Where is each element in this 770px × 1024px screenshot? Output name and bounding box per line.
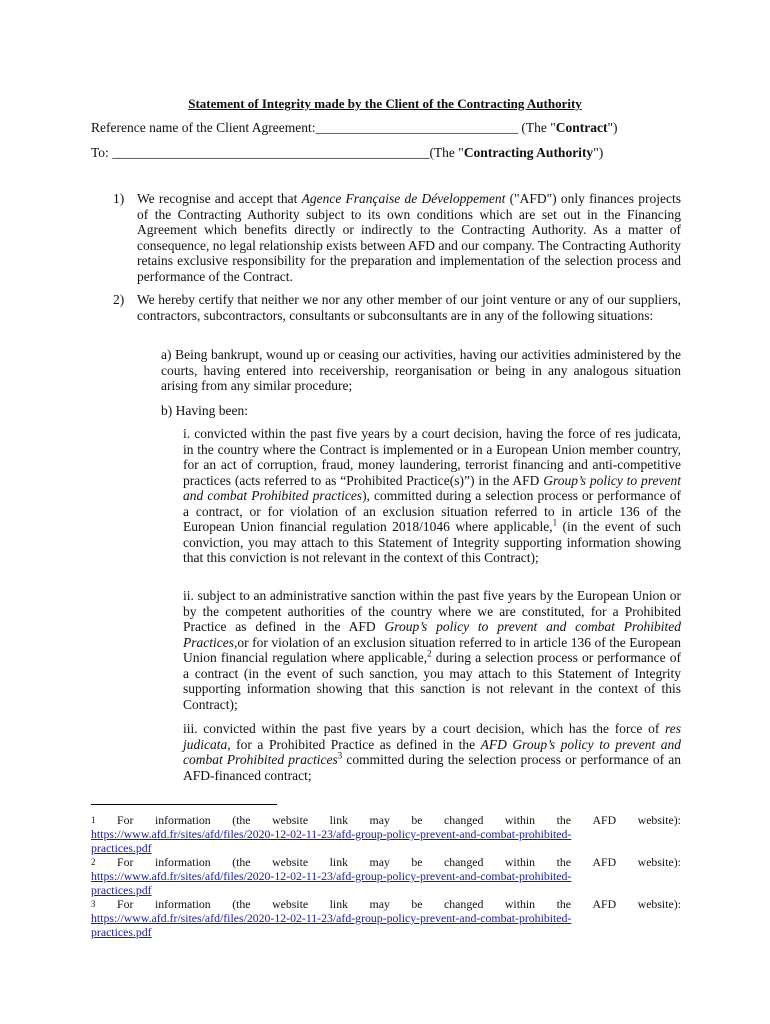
- item-text: We recognise and accept that: [137, 191, 302, 206]
- footnote-word: AFD: [592, 897, 617, 911]
- footnote-word: AFD: [592, 855, 617, 869]
- roman-item-iii: [183, 721, 681, 783]
- footnote-word: be: [411, 855, 423, 869]
- footnote-word: may: [369, 855, 390, 869]
- footnote-word: may: [369, 897, 390, 911]
- footnote-word: changed: [444, 813, 484, 827]
- footnote-word: changed: [444, 897, 484, 911]
- to-term: Contracting Authority: [463, 145, 594, 160]
- to-open: (The ": [429, 145, 464, 160]
- footnote-intro: [91, 813, 681, 827]
- roman-i-text-2: ), committed during a selection process or performance of a contract, or for violation of an exclusion situation referred to in article 136 of the European Union financial regulation 2018/1046 where applicable,: [183, 488, 681, 534]
- item-italic: Agence Française de Développement: [301, 191, 506, 206]
- footnote-word: (the: [232, 855, 251, 869]
- reference-close: "): [607, 120, 618, 135]
- roman-item-i: [183, 426, 681, 566]
- footnote-link-cont[interactable]: practices.pdf: [91, 925, 152, 939]
- footnote-word: website):: [637, 813, 681, 827]
- footnote-word: website):: [637, 855, 681, 869]
- roman-i-italic: Group’s policy to prevent and combat Prohibited practices: [183, 472, 682, 503]
- footnote-ref[interactable]: 1: [552, 517, 558, 528]
- item-text-post: ("AFD") only finances projects of the Contracting Authority subject to its own conditions which are set out in the Financing Agreement which benefits directly or indirectly to the Contracting Authority. As a matter of consequence, no legal relationship exists between AFD and our company. The Contracting Authority retains exclusive responsibility for the preparation and implementation of the selection process and performance of the Contract.: [137, 191, 682, 284]
- list-number: 2): [113, 292, 125, 307]
- list-item: [91, 292, 681, 323]
- roman-iii-text-3: committed during the selection process or performance of an AFD-financed contract;: [183, 752, 681, 783]
- footnote-word: information: [154, 897, 211, 911]
- footnote-word: information: [154, 855, 211, 869]
- reference-term: Contract: [555, 120, 608, 135]
- footnote-ref[interactable]: 2: [427, 648, 432, 659]
- footnote-word: link: [329, 897, 348, 911]
- footnote-link[interactable]: https://www.afd.fr/sites/afd/files/2020-12-02-11-23/afd-group-policy-prevent-and-combat-prohibited-: [91, 911, 572, 925]
- footnote-divider: [91, 804, 277, 805]
- reference-blank: ______________________________: [315, 120, 519, 135]
- footnote-word: (the: [232, 813, 251, 827]
- list-number: 1): [113, 191, 125, 206]
- footnote-word: the: [556, 897, 571, 911]
- numbered-list: [91, 191, 681, 285]
- footnote-word: within: [504, 855, 536, 869]
- reference-line: [91, 120, 618, 136]
- roman-iii-italic-2: AFD Group’s policy to prevent and combat Prohibited practices: [183, 736, 681, 767]
- footnote-word: link: [329, 813, 348, 827]
- footnote-word: website: [272, 897, 309, 911]
- footnote-word: changed: [444, 855, 484, 869]
- reference-open: (The ": [518, 120, 556, 135]
- footnote-link[interactable]: https://www.afd.fr/sites/afd/files/2020-12-02-11-23/afd-group-policy-prevent-and-combat-prohibited-: [91, 827, 572, 841]
- to-blank: _______________________________________________: [112, 145, 430, 160]
- to-close: "): [593, 145, 604, 160]
- footnote-word: website: [272, 855, 309, 869]
- footnote: [91, 813, 681, 855]
- roman-i-text-3: (in the event of such conviction, you may attach to this Statement of Integrity supporting information showing that this conviction is not relevant in the context of this Contract);: [183, 519, 681, 565]
- roman-iii-text-2: for a Prohibited Practice as defined in the: [230, 736, 481, 752]
- footnote-mark: 2: [91, 857, 96, 867]
- footnote-word: the: [556, 813, 571, 827]
- sub-item-b: b) Having been:: [161, 403, 248, 418]
- roman-ii-italic: Group’s policy to prevent and combat Prohibited Practices: [183, 619, 681, 650]
- footnote-link-cont[interactable]: practices.pdf: [91, 883, 152, 897]
- footnote-mark: 1: [91, 815, 96, 825]
- footnote-word: AFD: [592, 813, 617, 827]
- footnote-word: link: [329, 855, 348, 869]
- footnote-word: For: [117, 813, 134, 827]
- roman-item-ii: [183, 588, 681, 712]
- sub-item-a: a) Being bankrupt, wound up or ceasing our activities, having our activities administered by the courts, having entered into receivership, reorganisation or being in any analogous situation arising from any similar procedure;: [161, 347, 681, 393]
- footnote-intro: [91, 897, 681, 911]
- footnote-word: website: [272, 813, 309, 827]
- reference-label: Reference name of the Client Agreement:: [91, 120, 316, 135]
- footnote-word: (the: [232, 897, 251, 911]
- roman-ii-text-3: during a selection process or performance of a contract (in the event of such sanction, you may attach to this Statement of Integrity supporting information showing that this sanction is not relevant in the context of this Contract);: [183, 650, 682, 712]
- footnote: [91, 897, 681, 939]
- footnote-word: be: [411, 813, 423, 827]
- numbered-list-2: [91, 292, 681, 323]
- roman-iii-italic: res judicata,: [183, 721, 681, 752]
- roman-i-text: i. convicted within the past five years by a court decision, having the force of res judicata, in the country where the Contract is implemented or in a European Union member country, for an act of corruption, fraud, money laundering, terrorist financing and anti-competitive practices (acts referred to as “Prohibited Practice(s)”) in the AFD: [183, 426, 681, 488]
- footnote-word: the: [556, 855, 571, 869]
- roman-ii-text-2: ,or for violation of an exclusion situation referred to in article 136 of the European Union financial regulation where applicable,: [183, 634, 681, 665]
- page-title: Statement of Integrity made by the Client of the Contracting Authority: [188, 96, 582, 111]
- footnote-word: For: [117, 897, 134, 911]
- footnote-ref[interactable]: 3: [337, 750, 343, 761]
- footnote-intro: [91, 855, 681, 869]
- list-item: [91, 191, 681, 285]
- item-text: We hereby certify that neither we nor any other member of our joint venture or any of our suppliers, contractors, subcontractors, consultants or subconsultants are in any of the following situations:: [137, 292, 681, 323]
- footnote-word: within: [504, 897, 536, 911]
- roman-ii-text: ii. subject to an administrative sanction within the past five years by the European Union or by the competent authorities of the country where we are constituted, for a Prohibited Practice as defined in the AFD: [183, 588, 681, 634]
- footnote-link-cont[interactable]: practices.pdf: [91, 841, 152, 855]
- footnote-word: information: [154, 813, 211, 827]
- footnote-mark: 3: [91, 899, 96, 909]
- footnote-word: may: [369, 813, 390, 827]
- footnote-word: within: [504, 813, 536, 827]
- footnote-word: be: [411, 897, 423, 911]
- to-label: To:: [91, 145, 113, 160]
- to-line: [91, 145, 603, 161]
- footnote: [91, 855, 681, 897]
- footnote-word: website):: [637, 897, 681, 911]
- roman-iii-text: iii. convicted within the past five years by a court decision, which has the force of: [183, 721, 665, 736]
- footnote-link[interactable]: https://www.afd.fr/sites/afd/files/2020-12-02-11-23/afd-group-policy-prevent-and-combat-prohibited-: [91, 869, 572, 883]
- footnote-word: For: [117, 855, 134, 869]
